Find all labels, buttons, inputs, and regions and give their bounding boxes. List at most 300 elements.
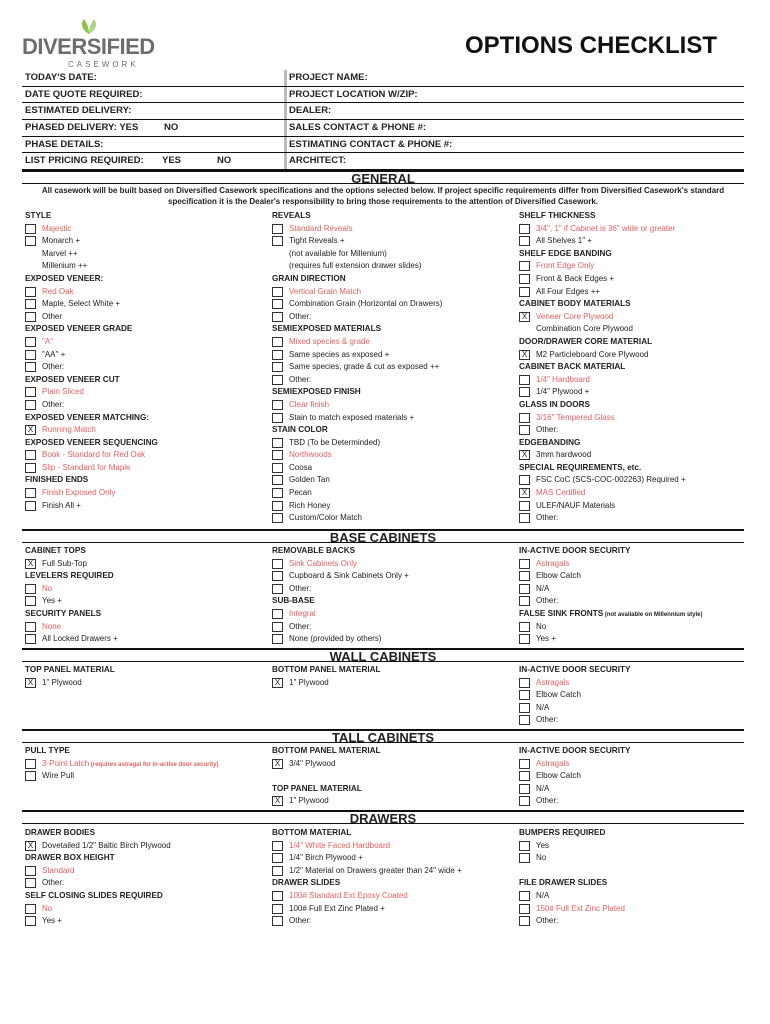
heading-label: FALSE SINK FRONTS (not available on Millennium style) (519, 608, 703, 618)
heading-label: TOP PANEL MATERIAL (272, 783, 362, 793)
checkbox[interactable] (272, 350, 283, 360)
checkbox[interactable] (519, 387, 530, 397)
checkbox[interactable] (272, 904, 283, 914)
checkbox-option[interactable] (269, 361, 515, 374)
checkbox-option[interactable] (22, 558, 268, 571)
checkbox-option[interactable] (269, 915, 515, 928)
checkbox[interactable] (25, 287, 36, 297)
checkbox-option[interactable] (22, 311, 268, 324)
base-column (22, 545, 268, 646)
checkbox-option[interactable] (516, 570, 762, 583)
option-label: 1/4" Hardboard (536, 374, 590, 384)
option-label: No (42, 903, 53, 913)
checkbox[interactable] (519, 759, 530, 769)
checkbox[interactable] (519, 796, 530, 806)
option-label: Astragals (536, 558, 570, 568)
field-heading (516, 827, 762, 840)
checkbox-option[interactable] (269, 633, 515, 646)
option-label: Finish All + (42, 500, 81, 510)
checkbox-option[interactable] (516, 890, 762, 903)
checkbox[interactable] (519, 584, 530, 594)
header-option[interactable]: YES (162, 155, 182, 167)
option-label: None (provided by others) (289, 634, 382, 644)
checkbox-option[interactable] (516, 374, 762, 387)
checkbox-option[interactable] (269, 487, 515, 500)
checkbox-option[interactable] (516, 758, 762, 771)
option-label: Front & Back Edges + (536, 273, 615, 283)
checkbox[interactable] (25, 771, 36, 781)
option-label: Other: (42, 878, 65, 888)
checkbox-option[interactable] (516, 840, 762, 853)
checkbox-option[interactable] (22, 633, 268, 646)
option-label: Coosa (289, 462, 313, 472)
checkbox[interactable] (519, 261, 530, 271)
checkbox-option[interactable] (269, 890, 515, 903)
header-option[interactable]: NO (164, 122, 179, 134)
checkbox-option[interactable] (516, 633, 762, 646)
checkbox[interactable] (272, 634, 283, 644)
checked-checkbox[interactable]: X (25, 559, 36, 569)
option-label: Combination Grain (Horizontal on Drawers) (289, 299, 443, 309)
checkbox[interactable] (519, 501, 530, 511)
field-heading (269, 323, 515, 336)
checkbox-option[interactable] (269, 474, 515, 487)
option-label: No (42, 583, 53, 593)
field-heading (269, 424, 515, 437)
checkbox-option[interactable] (269, 795, 515, 808)
field-heading (516, 399, 762, 412)
field-heading (269, 827, 515, 840)
checkbox-option[interactable] (269, 311, 515, 324)
checkbox-option[interactable] (22, 770, 268, 783)
wall-column (269, 664, 515, 689)
option-label: TBD (To be Determinded) (289, 437, 381, 447)
heading-label: IN-ACTIVE DOOR SECURITY (519, 665, 631, 674)
option-label: Yes + (42, 596, 62, 606)
checkbox[interactable] (25, 584, 36, 594)
checkbox-option[interactable] (22, 235, 268, 248)
heading-label: CABINET BACK MATERIAL (519, 362, 626, 372)
option-subnote: (not available on Millennium style) (603, 611, 703, 618)
note-label: Marvel ++ (42, 248, 78, 258)
checkbox-option[interactable] (516, 260, 762, 273)
header-row (22, 70, 744, 87)
checked-checkbox[interactable]: X (519, 488, 530, 498)
option-label: "AA" + (42, 349, 66, 359)
checkbox-option[interactable] (269, 235, 515, 248)
checkbox-option[interactable] (22, 349, 268, 362)
header-row (22, 103, 744, 120)
checkbox-option[interactable] (516, 770, 762, 783)
checkbox[interactable] (272, 916, 283, 926)
checkbox[interactable] (25, 236, 36, 246)
checkbox[interactable] (519, 375, 530, 385)
checkbox[interactable] (272, 438, 283, 448)
checkbox[interactable] (272, 362, 283, 372)
tall-column (269, 745, 515, 808)
checkbox-option[interactable] (516, 449, 762, 462)
option-label: Plain Sliced (42, 387, 84, 397)
option-label: Vertical Grain Match (289, 286, 362, 296)
option-label: 1/4" White Faced Hardboard (289, 840, 391, 850)
checked-checkbox[interactable]: X (272, 796, 283, 806)
checkbox-option[interactable] (269, 583, 515, 596)
header-field-label: DEALER: (289, 105, 332, 117)
general-column (269, 210, 515, 525)
checkbox-option[interactable] (22, 286, 268, 299)
checkbox-option[interactable] (516, 487, 762, 500)
checkbox-option[interactable] (22, 487, 268, 500)
checked-checkbox[interactable]: X (25, 841, 36, 851)
checkbox[interactable] (25, 362, 36, 372)
checkbox[interactable] (519, 784, 530, 794)
option-label: Slip - Standard for Maple (42, 462, 131, 472)
field-heading (516, 210, 762, 223)
checkbox[interactable] (272, 224, 283, 234)
checkbox-option[interactable] (22, 462, 268, 475)
option-label: N/A (536, 890, 550, 900)
option-label: 3mm hardwood (536, 450, 592, 460)
field-heading (22, 374, 268, 387)
checkbox-option[interactable] (516, 311, 762, 324)
option-note (516, 323, 762, 336)
checkbox[interactable] (272, 513, 283, 523)
checkbox-option[interactable] (516, 689, 762, 702)
note-label: (not available for Millenium) (289, 248, 387, 258)
checkbox-option[interactable] (22, 595, 268, 608)
checkbox[interactable] (272, 312, 283, 322)
checkbox[interactable] (272, 413, 283, 423)
tall-column (22, 745, 268, 783)
field-heading (269, 783, 515, 796)
checkbox[interactable] (272, 236, 283, 246)
checkbox[interactable] (272, 337, 283, 347)
checkbox[interactable] (25, 299, 36, 309)
checked-checkbox[interactable]: X (25, 425, 36, 435)
checkbox-option[interactable] (269, 349, 515, 362)
heading-label: GRAIN DIRECTION (272, 273, 346, 283)
checkbox-option[interactable] (516, 474, 762, 487)
option-label: 150# Full Ext Zinc Plated (536, 903, 625, 913)
checkbox-option[interactable] (269, 558, 515, 571)
field-heading (22, 890, 268, 903)
checkbox-option[interactable] (22, 386, 268, 399)
checkbox[interactable] (25, 866, 36, 876)
checkbox[interactable] (272, 866, 283, 876)
field-heading (516, 664, 762, 677)
option-label: 1" Plywood (289, 677, 329, 687)
checkbox-option[interactable] (22, 583, 268, 596)
checkbox[interactable] (519, 703, 530, 713)
option-label: Maple, Select White + (42, 299, 121, 309)
option-label: None (42, 621, 62, 631)
field-heading (516, 248, 762, 261)
checkbox-option[interactable] (516, 223, 762, 236)
checkbox-option[interactable] (516, 412, 762, 425)
checkbox[interactable] (272, 584, 283, 594)
option-label: 100# Full Ext Zinc Plated + (289, 903, 385, 913)
field-heading (22, 545, 268, 558)
checkbox-option[interactable] (22, 840, 268, 853)
checkbox[interactable] (519, 571, 530, 581)
checked-checkbox[interactable]: X (272, 759, 283, 769)
heading-label: EXPOSED VENEER: (25, 273, 104, 283)
section-base-cabinets: BASE CABINETS (22, 529, 744, 543)
checkbox-option[interactable] (516, 235, 762, 248)
checkbox[interactable] (272, 475, 283, 485)
checkbox[interactable] (272, 571, 283, 581)
checkbox[interactable] (519, 425, 530, 435)
checkbox[interactable] (519, 475, 530, 485)
option-label: Other: (42, 399, 65, 409)
checkbox-option[interactable] (269, 412, 515, 425)
checkbox-option[interactable] (22, 424, 268, 437)
heading-label: EXPOSED VENEER GRADE (25, 324, 133, 334)
checkbox-option[interactable] (269, 399, 515, 412)
header-row (22, 153, 744, 170)
checkbox-option[interactable] (269, 621, 515, 634)
field-heading (516, 545, 762, 558)
header-field-label: TODAY'S DATE: (25, 72, 97, 83)
checkbox-option[interactable] (516, 783, 762, 796)
checkbox-option[interactable] (516, 595, 762, 608)
checkbox-option[interactable] (269, 512, 515, 525)
checkbox[interactable] (519, 224, 530, 234)
option-note (516, 865, 762, 878)
checkbox-option[interactable] (269, 449, 515, 462)
checkbox-option[interactable] (269, 903, 515, 916)
checkbox[interactable] (519, 236, 530, 246)
checkbox-option[interactable] (22, 336, 268, 349)
checked-checkbox[interactable]: X (519, 350, 530, 360)
checked-checkbox[interactable]: X (25, 678, 36, 688)
checkbox[interactable] (519, 413, 530, 423)
heading-label: SHELF EDGE BANDING (519, 248, 612, 258)
option-note (22, 260, 268, 273)
checkbox-option[interactable] (269, 286, 515, 299)
checkbox[interactable] (272, 501, 283, 511)
checkbox-option[interactable] (516, 795, 762, 808)
checkbox-option[interactable] (22, 903, 268, 916)
checkbox-option[interactable] (269, 852, 515, 865)
base-column (516, 545, 762, 646)
checkbox-option[interactable] (269, 570, 515, 583)
checkbox-option[interactable] (269, 608, 515, 621)
checkbox-option[interactable] (22, 621, 268, 634)
option-label: Other: (536, 715, 559, 725)
option-label: Custom/Color Match (289, 513, 362, 523)
header-option[interactable]: NO (217, 155, 232, 167)
checkbox[interactable] (519, 853, 530, 863)
option-label: Yes + (42, 916, 62, 926)
checkbox[interactable] (272, 559, 283, 569)
checkbox[interactable] (519, 513, 530, 523)
checkbox[interactable] (25, 904, 36, 914)
checkbox-option[interactable] (22, 449, 268, 462)
checkbox-option[interactable] (269, 677, 515, 690)
option-label: ULEF/NAUF Materials (536, 500, 616, 510)
checkbox-option[interactable] (22, 758, 268, 771)
checkbox-option[interactable] (22, 677, 268, 690)
header-field-label: ESTIMATED DELIVERY: (25, 105, 132, 117)
checked-checkbox[interactable]: X (519, 450, 530, 460)
checkbox-option[interactable] (516, 702, 762, 715)
checkbox[interactable] (272, 609, 283, 619)
checkbox[interactable] (519, 274, 530, 284)
field-heading (22, 273, 268, 286)
checkbox[interactable] (519, 596, 530, 606)
checkbox[interactable] (519, 622, 530, 632)
checkbox[interactable] (25, 596, 36, 606)
checkbox-option[interactable] (269, 500, 515, 513)
checkbox[interactable] (519, 678, 530, 688)
checkbox-option[interactable] (516, 915, 762, 928)
checkbox[interactable] (272, 287, 283, 297)
checkbox[interactable] (272, 488, 283, 498)
field-heading (22, 474, 268, 487)
field-heading (269, 664, 515, 677)
checkbox-option[interactable] (269, 865, 515, 878)
checkbox[interactable] (519, 559, 530, 569)
option-label: Majestic (42, 223, 72, 233)
checkbox[interactable] (272, 375, 283, 385)
checkbox-option[interactable] (22, 877, 268, 890)
heading-label: REMOVABLE BACKS (272, 546, 356, 555)
header-field-label: SALES CONTACT & PHONE #: (289, 122, 427, 134)
checkbox[interactable] (25, 878, 36, 888)
checkbox-option[interactable] (516, 714, 762, 727)
checkbox-option[interactable] (22, 223, 268, 236)
checkbox[interactable] (25, 400, 36, 410)
checkbox-option[interactable] (516, 424, 762, 437)
drawers-column (22, 827, 268, 928)
checkbox-option[interactable] (269, 223, 515, 236)
checkbox[interactable] (25, 759, 36, 769)
note-label: Combination Core Plywood (536, 324, 633, 334)
checkbox[interactable] (25, 463, 36, 473)
checkbox[interactable] (519, 841, 530, 851)
checkbox-option[interactable] (269, 758, 515, 771)
heading-label: PULL TYPE (25, 746, 70, 755)
checkbox[interactable] (519, 287, 530, 297)
checkbox-option[interactable] (516, 852, 762, 865)
checkbox-option[interactable] (22, 399, 268, 412)
checkbox[interactable] (25, 488, 36, 498)
option-label: Full Sub-Top (42, 558, 87, 568)
checkbox[interactable] (519, 690, 530, 700)
checkbox[interactable] (519, 715, 530, 725)
checkbox-option[interactable] (516, 500, 762, 513)
checkbox-option[interactable] (269, 374, 515, 387)
header-row (22, 87, 744, 104)
option-label: Cupboard & Sink Cabinets Only + (289, 571, 409, 581)
option-label: N/A (536, 583, 550, 593)
checkbox-option[interactable] (516, 512, 762, 525)
checkbox-option[interactable] (516, 903, 762, 916)
checkbox[interactable] (25, 312, 36, 322)
checkbox[interactable] (25, 634, 36, 644)
checkbox-option[interactable] (516, 273, 762, 286)
checkbox-option[interactable] (269, 336, 515, 349)
checkbox-option[interactable] (516, 621, 762, 634)
checkbox[interactable] (272, 463, 283, 473)
checkbox[interactable] (519, 904, 530, 914)
field-heading (516, 336, 762, 349)
wall-column (22, 664, 268, 689)
checkbox-option[interactable] (22, 361, 268, 374)
checkbox[interactable] (25, 387, 36, 397)
field-heading (22, 608, 268, 621)
heading-label: DRAWER BOX HEIGHT (25, 853, 115, 863)
checkbox-option[interactable] (516, 677, 762, 690)
option-label: Other: (42, 362, 65, 372)
checkbox-option[interactable] (269, 840, 515, 853)
base-column (269, 545, 515, 646)
checkbox[interactable] (25, 450, 36, 460)
option-label: Other: (289, 374, 312, 384)
option-label: 1/4" Birch Plywood + (289, 853, 363, 863)
checkbox[interactable] (519, 891, 530, 901)
checkbox[interactable] (272, 841, 283, 851)
checkbox-option[interactable] (269, 298, 515, 311)
checkbox-option[interactable] (516, 558, 762, 571)
drawers-column (516, 827, 762, 928)
option-label: Other: (289, 311, 312, 321)
checkbox[interactable] (272, 450, 283, 460)
checked-checkbox[interactable]: X (272, 678, 283, 688)
checkbox[interactable] (519, 771, 530, 781)
option-label: No (536, 853, 547, 863)
checkbox-option[interactable] (516, 583, 762, 596)
page-title: OPTIONS CHECKLIST (465, 32, 718, 59)
checkbox-option[interactable] (22, 915, 268, 928)
checkbox[interactable] (25, 916, 36, 926)
checkbox[interactable] (272, 622, 283, 632)
checkbox-option[interactable] (22, 500, 268, 513)
checkbox-option[interactable] (269, 437, 515, 450)
checkbox[interactable] (25, 224, 36, 234)
checkbox-option[interactable] (516, 386, 762, 399)
checkbox[interactable] (25, 622, 36, 632)
checkbox-option[interactable] (22, 298, 268, 311)
checkbox[interactable] (519, 634, 530, 644)
header-field-label: LIST PRICING REQUIRED: (25, 155, 144, 167)
checked-checkbox[interactable]: X (519, 312, 530, 322)
heading-label: SPECIAL REQUIREMENTS, etc. (519, 462, 642, 472)
option-label: 1" Plywood (289, 796, 329, 806)
header-field-label: ESTIMATING CONTACT & PHONE #: (289, 138, 453, 150)
checkbox-option[interactable] (22, 865, 268, 878)
checkbox[interactable] (272, 400, 283, 410)
checkbox[interactable] (272, 853, 283, 863)
checkbox[interactable] (272, 891, 283, 901)
field-heading (22, 412, 268, 425)
leaf-icon (78, 18, 100, 34)
checkbox-option[interactable] (516, 349, 762, 362)
heading-label: EXPOSED VENEER SEQUENCING (25, 437, 158, 447)
option-label: Other: (536, 596, 559, 606)
checkbox-option[interactable] (269, 462, 515, 475)
heading-label: DRAWER SLIDES (272, 878, 341, 888)
checkbox[interactable] (519, 916, 530, 926)
checkbox-option[interactable] (516, 286, 762, 299)
checkbox[interactable] (25, 337, 36, 347)
checkbox[interactable] (25, 350, 36, 360)
checkbox[interactable] (272, 299, 283, 309)
checkbox[interactable] (25, 501, 36, 511)
option-label: Yes (536, 840, 550, 850)
logo-sub: CASEWORK (68, 60, 139, 69)
